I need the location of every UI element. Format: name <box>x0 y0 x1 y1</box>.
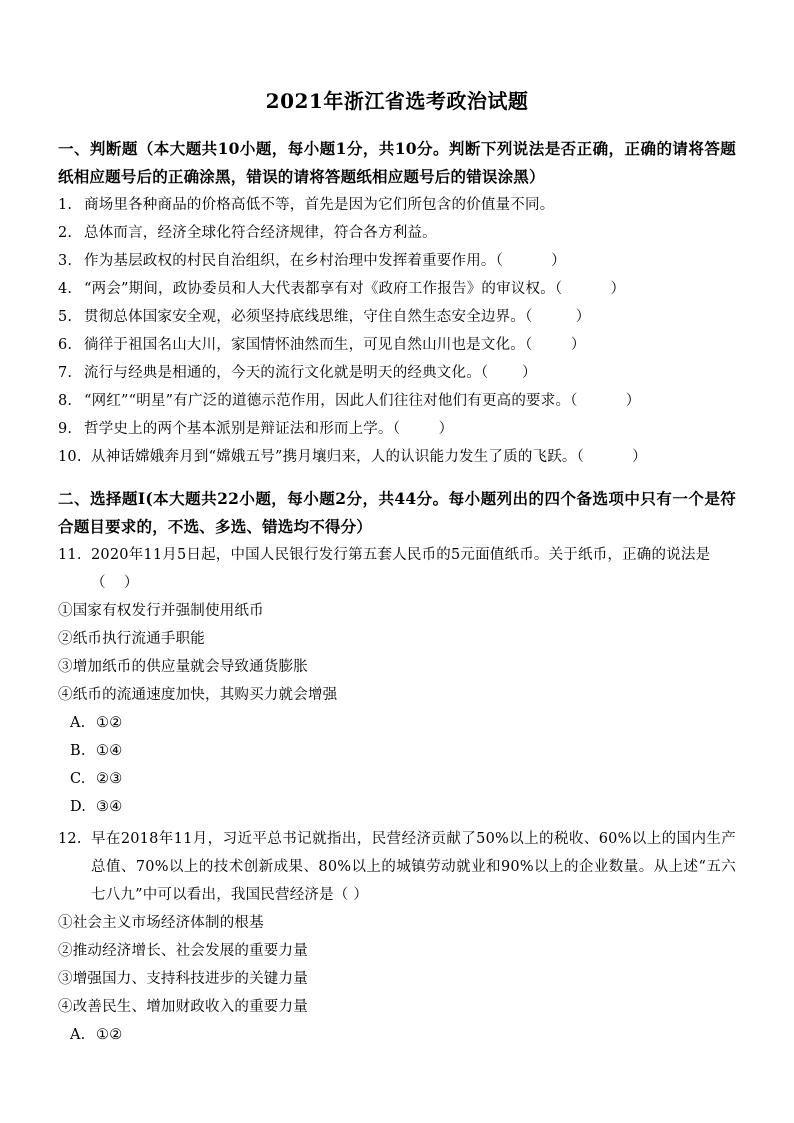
option-statement-1: ①国家有权发行并强制使用纸币 <box>58 603 264 619</box>
page-title: 2021年浙江省选考政治试题 <box>265 89 529 113</box>
judgement-question-2 <box>58 219 736 247</box>
section-one-question-list <box>58 191 736 471</box>
choice-letter: A. <box>70 715 86 731</box>
question-number: 9. <box>58 421 73 437</box>
question-number: 8. <box>58 393 73 409</box>
question-stem-row <box>58 541 736 569</box>
option-statement-1: ①社会主义市场经济体制的根基 <box>58 915 264 931</box>
question-number: 11. <box>58 547 82 563</box>
question-text: 哲学史上的两个基本派别是辩证法和形而上学。（ ） <box>84 421 454 437</box>
judgement-question-8 <box>58 387 736 415</box>
judgement-question-5 <box>58 303 736 331</box>
question-text: 贯彻总体国家安全观，必须坚持底线思维，守住自然生态安全边界。（ ） <box>84 309 591 325</box>
choice-letter: A. <box>70 1027 86 1043</box>
choice-value: ②③ <box>96 771 123 787</box>
answer-choice-a[interactable] <box>58 709 736 737</box>
question-text: “两会”期间，政协委员和人大代表都享有对《政府工作报告》的审议权。（ ） <box>84 281 626 297</box>
answer-choice-c[interactable] <box>58 765 736 793</box>
judgement-question-10 <box>58 443 736 471</box>
question-number: 4. <box>58 281 73 297</box>
question-text: 流行与经典是相通的，今天的流行文化就是明天的经典文化。（ ） <box>84 365 537 381</box>
question-number: 7. <box>58 365 73 381</box>
answer-choice-a[interactable] <box>58 1021 736 1049</box>
choice-letter: B. <box>70 743 86 759</box>
option-statement-2: ②纸币执行流通手职能 <box>58 631 205 647</box>
option-statement-3: ③增强国力、支持科技进步的关键力量 <box>58 971 308 987</box>
option-statement-4: ④改善民生、增加财政收入的重要力量 <box>58 999 308 1015</box>
option-statement-4: ④纸币的流通速度加快，其购买力就会增强 <box>58 687 338 703</box>
answer-choice-d[interactable] <box>58 793 736 821</box>
question-number: 3. <box>58 253 73 269</box>
judgement-question-6 <box>58 331 736 359</box>
question-text: 徜徉于祖国名山大川，家国情怀油然而生，可见自然山川也是文化。（ ） <box>84 337 586 353</box>
option-statement-2: ②推动经济增长、社会发展的重要力量 <box>58 943 308 959</box>
question-number: 10. <box>58 449 82 465</box>
choice-letter: D. <box>70 799 87 815</box>
judgement-question-3 <box>58 247 736 275</box>
choice-letter: C. <box>70 771 86 787</box>
question-number: 2. <box>58 225 73 241</box>
judgement-question-9 <box>58 415 736 443</box>
question-text: 作为基层政权的村民自治组织，在乡村治理中发挥着重要作用。（ ） <box>84 253 566 269</box>
choice-value: ①② <box>96 715 123 731</box>
choice-value: ③④ <box>96 799 123 815</box>
section-two-heading: 二、选择题I(本大题共22小题，每小题2分，共44分。每小题列出的四个备选项中只有一个是符合题目要求的，不选、多选、错选均不得分） <box>58 489 736 536</box>
question-text: 商场里各种商品的价格高低不等，首先是因为它们所包含的价值量不同。 <box>84 197 555 213</box>
section-one-heading: 一、判断题（本大题共10小题，每小题1分，共10分。判断下列说法是否正确，正确的请将答题纸相应题号后的正确涂黑，错误的请将答题纸相应题号后的错误涂黑） <box>58 139 736 186</box>
judgement-question-7 <box>58 359 736 387</box>
question-text: 总体而言，经济全球化符合经济规律，符合各方利益。 <box>84 225 437 241</box>
question-text: “网红”“明星”有广泛的道德示范作用，因此人们往往对他们有更高的要求。（ ） <box>84 393 641 409</box>
question-text: 早在2018年11月，习近平总书记就指出，民营经济贡献了50%以上的税收、60%以上的国内生产总值、70%以上的技术创新成果、80%以上的城镇劳动就业和90%以上的企业数量。从上述“五六七八九”中可以看出，我国民营经济是（ ） <box>91 831 736 903</box>
choice-question-11 <box>58 541 736 821</box>
question-number: 12. <box>58 831 82 847</box>
question-text: 2020年11月5日起，中国人民银行发行第五套人民币的5元面值纸币。关于纸币，正确的说法是 <box>91 547 711 563</box>
judgement-question-4 <box>58 275 736 303</box>
answer-blank-parentheses: （ ） <box>91 575 139 591</box>
choice-value: ①④ <box>96 743 123 759</box>
judgement-question-1 <box>58 191 736 219</box>
question-stem-row <box>58 825 736 909</box>
answer-choice-b[interactable] <box>58 737 736 765</box>
question-text: 从神话嫦娥奔月到“嫦娥五号”携月壤归来，人的认识能力发生了质的飞跃。（ ） <box>91 449 647 465</box>
option-statement-3: ③增加纸币的供应量就会导致通货膨胀 <box>58 659 308 675</box>
choice-question-12 <box>58 825 736 1049</box>
choice-value: ①② <box>96 1027 123 1043</box>
question-number: 1. <box>58 197 73 213</box>
question-number: 6. <box>58 337 73 353</box>
question-number: 5. <box>58 309 73 325</box>
